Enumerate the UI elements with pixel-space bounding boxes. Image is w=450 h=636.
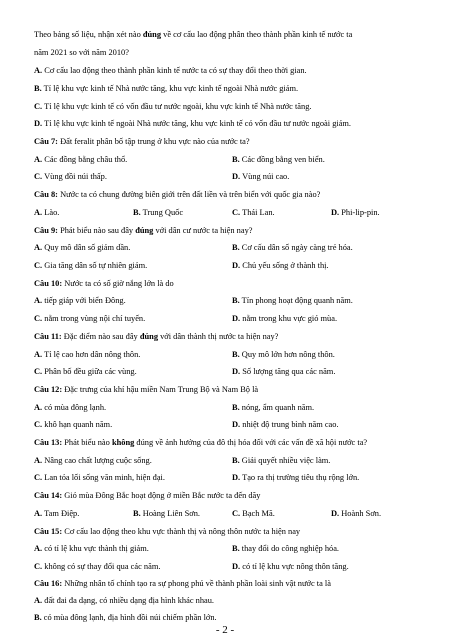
question-14: Câu 14: Gió mùa Đông Bắc hoạt động ở miền Bắc nước ta đến dãy	[34, 491, 261, 500]
option-a: A. Nâng cao chất lượng cuộc sống.	[34, 456, 152, 465]
option-c: C. Gia tăng dân số tự nhiên giảm.	[34, 261, 148, 270]
question-stem: Theo bảng số liệu, nhận xét nào đúng về cơ cấu lao động phân theo thành phần kinh tế nước ta	[34, 30, 353, 39]
option-d: D. Vùng núi cao.	[232, 172, 290, 181]
option-b: B. Quy mô lớn hơn nông thôn.	[232, 350, 335, 359]
question-9: Câu 9: Phát biểu nào sau đây đúng với dân cư nước ta hiện nay?	[34, 226, 253, 235]
option-a: A. Quy mô dân số giảm dần.	[34, 243, 131, 252]
option-d: D. Phi-lip-pin.	[331, 208, 380, 217]
question-7: Câu 7: Đất feralit phân bố tập trung ở khu vực nào của nước ta?	[34, 137, 250, 146]
option-a: A. Cơ cấu lao động theo thành phần kinh tế nước ta có sự thay đổi theo thời gian.	[34, 66, 307, 75]
option-a: A. tiếp giáp với biển Đông.	[34, 296, 126, 305]
option-c: C. khô hạn quanh năm.	[34, 420, 113, 429]
question-15: Câu 15: Cơ cấu lao động theo khu vực thành thị và nông thôn nước ta hiện nay	[34, 527, 301, 536]
option-d: D. Tỉ lệ khu vực kinh tế ngoài Nhà nước tăng, khu vực kinh tế có vốn đầu tư nước ngoài giảm.	[34, 119, 352, 128]
option-a: A. Các đồng bằng châu thổ.	[34, 155, 128, 164]
question-13: Câu 13: Phát biểu nào không đúng về ảnh hưởng của đô thị hóa đối với các vấn đề xã hội nước ta?	[34, 438, 368, 447]
option-b: B. Giải quyết nhiều việc làm.	[232, 456, 331, 465]
option-a: A. Tỉ lệ cao hơn dân nông thôn.	[34, 350, 141, 359]
option-c: C. Phân bố đều giữa các vùng.	[34, 367, 137, 376]
option-d: D. có tỉ lệ khu vực nông thôn tăng.	[232, 562, 349, 571]
option-d: D. Hoành Sơn.	[331, 509, 382, 518]
option-d: D. Số lượng tăng qua các năm.	[232, 367, 336, 376]
option-c: C. Vùng đồi núi thấp.	[34, 172, 107, 181]
option-c: C. nằm trong vùng nội chí tuyến.	[34, 314, 146, 323]
option-c: C. Bạch Mã.	[232, 509, 275, 518]
question-10: Câu 10: Nước ta có số giờ nắng lớn là do	[34, 279, 174, 288]
option-c: C. Thái Lan.	[232, 208, 275, 217]
option-a: A. Lào.	[34, 208, 60, 217]
question-16: Câu 16: Những nhân tố chính tạo ra sự phong phú về thành phần loài sinh vật nước ta là	[34, 579, 331, 588]
option-b: B. Cơ cấu dân số ngày càng trẻ hóa.	[232, 243, 353, 252]
option-c: C. không có sự thay đổi qua các năm.	[34, 562, 161, 571]
option-b: B. Các đồng bằng ven biển.	[232, 155, 325, 164]
question-8: Câu 8: Nước ta có chung đường biên giới trên đất liền và trên biển với quốc gia nào?	[34, 190, 321, 199]
option-b: B. Tỉ lệ khu vực kinh tế Nhà nước tăng, khu vực kinh tế ngoài Nhà nước giảm.	[34, 84, 299, 93]
option-d: D. Tạo ra thị trường tiêu thụ rộng lớn.	[232, 473, 360, 482]
option-d: D. Chủ yếu sống ở thành thị.	[232, 261, 329, 270]
option-b: B. nóng, ẩm quanh năm.	[232, 403, 315, 412]
page-number: - 2 -	[215, 624, 235, 636]
option-b: B. thay đổi do công nghiệp hóa.	[232, 544, 340, 553]
question-stem-continued: năm 2021 so với năm 2010?	[34, 48, 129, 57]
option-c: C. Tỉ lệ khu vực kinh tế có vốn đầu tư nước ngoài, khu vực kinh tế Nhà nước tăng.	[34, 102, 312, 111]
option-a: A. đất đai đa dạng, có nhiều dạng địa hình khác nhau.	[34, 596, 215, 605]
option-a: A. có mùa đông lạnh.	[34, 403, 107, 412]
option-a: A. có tỉ lệ khu vực thành thị giảm.	[34, 544, 149, 553]
question-12: Câu 12: Đặc trưng của khí hậu miền Nam Trung Bộ và Nam Bộ là	[34, 385, 259, 394]
option-b: B. Tín phong hoạt động quanh năm.	[232, 296, 353, 305]
option-d: D. nhiệt độ trung bình năm cao.	[232, 420, 339, 429]
option-b: B. có mùa đông lạnh, địa hình đồi núi chiếm phần lớn.	[34, 613, 217, 622]
option-b: B. Trung Quốc	[133, 208, 184, 217]
option-b: B. Hoàng Liên Sơn.	[133, 509, 201, 518]
option-a: A. Tam Điệp.	[34, 509, 80, 518]
option-c: C. Lan tỏa lối sống văn minh, hiện đại.	[34, 473, 165, 482]
option-d: D. nằm trong khu vực gió mùa.	[232, 314, 338, 323]
question-11: Câu 11: Đặc điểm nào sau đây đúng với dân thành thị nước ta hiện nay?	[34, 332, 279, 341]
